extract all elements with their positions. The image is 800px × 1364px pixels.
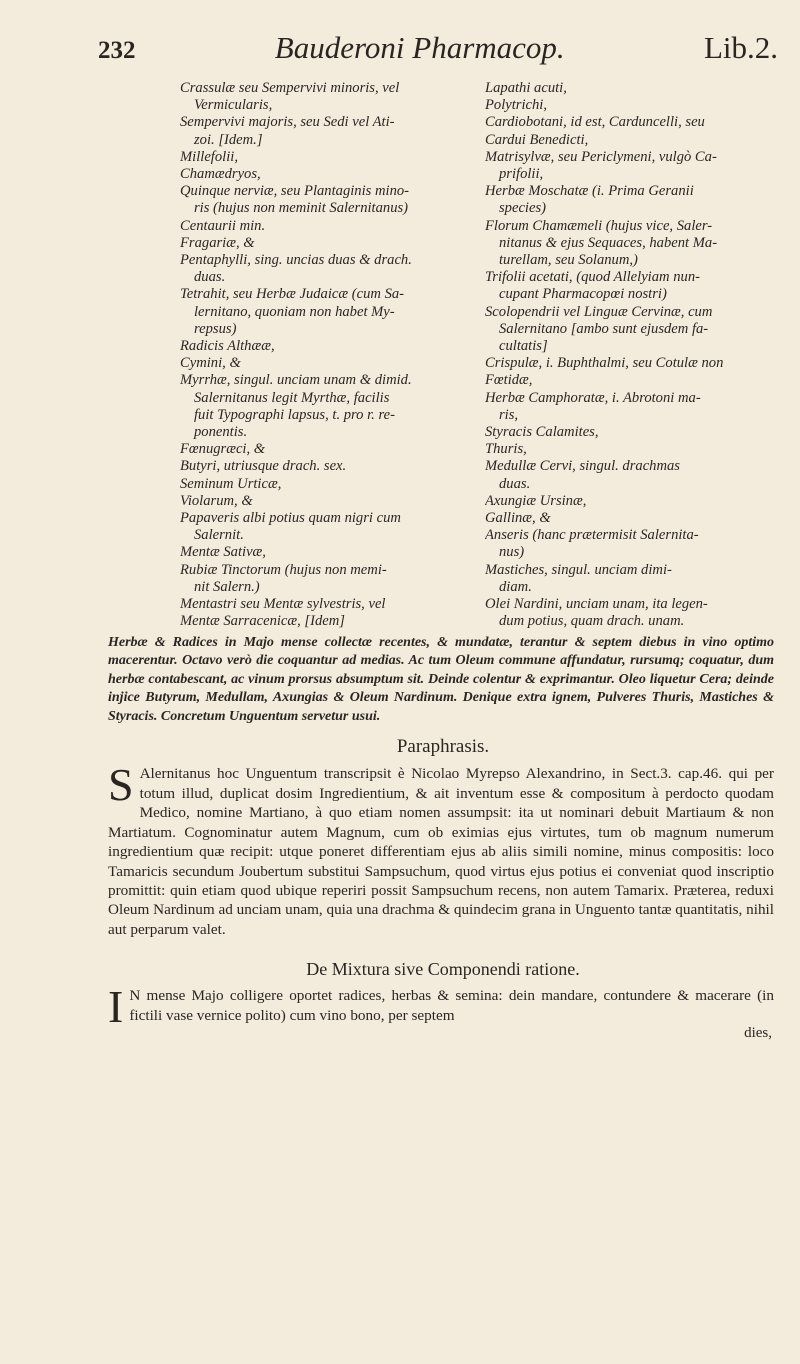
- ingredient-line: fuit Typographi lapsus, t. pro r. re-: [194, 406, 395, 423]
- paraphrasis-text: Alernitanus hoc Unguentum transcripsit è Nicolao Myrepso Alexandrino, in Sect.3. cap.46. qui per totum illud, duplicat dosim Ingredientium, & ait inventum esse & compositum à perdocto quodam Medico, nomine Martiano, à quo etiam nomen assumpsit: ita ut nominari debuit Martiaum & non Martiatum. Cognominatur autem Magnum, cum ob eximias ejus virtutes, tum ob magnum numerum ingredientium quæ recipit: utque poneret differentiam ejus ab aliis simili nomine, minus compositis: loco Tamaricis secundum Joubertum substitui Sampsuchum, quod virtus ejus potius ei conveniat quod inscriptio promittit: quin etiam quod ubique reperiri possit Sampsuchum recens, non autem Tamarix. Præterea, reduxi Oleum Nardinum ad unciam unam, quia una drachma & quindecim grana in Unguento tantæ quantitatis, nihil aut perparum valet.: [108, 765, 774, 938]
- ingredient-line: species): [499, 200, 547, 217]
- ingredient-line: Axungiæ Ursinæ,: [485, 492, 587, 509]
- ingredient-line: Papaveris albi potius quam nigri cum: [180, 510, 401, 527]
- ingredient-line: lernitano, quoniam non habet My-: [194, 303, 395, 320]
- ingredient-line: Radicis Althææ,: [180, 338, 275, 355]
- ingredient-line: Crispulæ, i. Buphthalmi, seu Cotulæ non: [485, 355, 724, 372]
- ingredient-line: Trifolii acetati, (quod Allelyiam nun-: [485, 269, 700, 286]
- ingredient-line: Mastiches, singul. unciam dimi-: [485, 561, 672, 578]
- ingredient-line: Lapathi acuti,: [485, 80, 567, 96]
- ingredient-line: nus): [499, 544, 525, 561]
- ingredient-line: Mentæ Sarracenicæ, [Idem]: [180, 613, 345, 630]
- ingredient-line: Chamædryos,: [180, 166, 261, 183]
- catchword: dies,: [744, 1024, 772, 1041]
- ingredient-line: diam.: [499, 578, 532, 595]
- ingredient-line: Salernitano [ambo sunt ejusdem fa-: [499, 320, 709, 337]
- ingredient-line: Rubiæ Tinctorum (hujus non memi-: [180, 561, 387, 578]
- ingredient-line: Scolopendrii vel Linguæ Cervinæ, cum: [485, 303, 713, 320]
- ingredient-line: Fœnugræci, &: [180, 441, 266, 458]
- ingredient-line: Matrisylvæ, seu Periclymeni, vulgò Ca-: [485, 148, 717, 165]
- ingredient-line: Seminum Urticæ,: [180, 475, 282, 492]
- ingredient-line: Florum Chamæmeli (hujus vice, Saler-: [485, 217, 713, 234]
- ingredient-line: Crassulæ seu Sempervivi minoris, vel: [180, 80, 400, 96]
- ingredient-line: cupant Pharmacopœi nostri): [499, 286, 667, 303]
- ingredient-line: Butyri, utriusque drach. sex.: [180, 458, 347, 475]
- ingredient-line: ponentis.: [194, 424, 248, 441]
- ingredient-line: Fragariæ, &: [180, 234, 255, 251]
- ingredient-line: prifolii,: [499, 166, 544, 183]
- ingredient-line: Mentastri seu Mentæ sylvestris, vel: [180, 596, 386, 613]
- ingredient-line: Herbæ Moschatæ (i. Prima Geranii: [485, 183, 694, 200]
- ingredient-line: Tetrahit, seu Herbæ Judaicæ (cum Sa-: [180, 286, 405, 303]
- ingredient-line: Medullæ Cervi, singul. drachmas: [485, 458, 680, 475]
- ingredient-line: turellam, seu Solanum,): [499, 252, 638, 269]
- ingredient-line: nit Salern.): [194, 578, 260, 595]
- ingredient-line: Sempervivi majoris, seu Sedi vel Ati-: [180, 114, 395, 131]
- running-header: [98, 30, 778, 76]
- ingredient-line: duas.: [194, 269, 226, 286]
- ingredient-line: nitanus & ejus Sequaces, habent Ma-: [499, 234, 718, 251]
- mixtura-text: N mense Majo colligere oportet radices, herbas & semina: dein mandare, contundere & macerare (in fictili vase vernice polito) cum vino bono, per septem: [129, 987, 774, 1024]
- ingredient-line: zoi. [Idem.]: [194, 131, 263, 148]
- ingredient-line: Violarum, &: [180, 492, 253, 509]
- left-ingredient-column: [180, 80, 473, 631]
- ingredient-line: Cardui Benedicti,: [485, 131, 589, 148]
- ingredient-line: Vermicularis,: [194, 97, 273, 114]
- recipe-instructions: Herbæ & Radices in Majo mense collectæ recentes, & mundatæ, terantur & septem diebus in vino optimo macerentur. Octavo verò die coquantur ad medias. Ac tum Oleum commune affundatur, rursumq; coquatur, dum herbæ contabescant, ac vinum prorsus absumptum sit. Deinde colentur & exprimantur. Oleo liquetur Cera; deinde injice Butyrum, Medullam, Axungias & Oleum Nardinum. Denique extra ignem, Pulveres Thuris, Mastiches & Styracis. Concretum Unguentum servetur usui.: [108, 634, 774, 724]
- book-number: Lib.2.: [703, 30, 778, 65]
- ingredient-line: Millefolii,: [180, 148, 238, 165]
- ingredient-line: repsus): [194, 320, 237, 337]
- ingredient-line: ris,: [499, 406, 519, 423]
- ingredient-line: Herbæ Camphoratæ, i. Abrotoni ma-: [485, 389, 701, 406]
- ingredient-line: Styracis Calamites,: [485, 424, 599, 441]
- drop-cap: I: [108, 981, 124, 1033]
- mixtura-heading: De Mixtura sive Componendi ratione.: [306, 959, 580, 980]
- ingredient-line: Salernit.: [194, 527, 244, 544]
- ingredient-line: Polytrichi,: [485, 97, 548, 114]
- ingredient-line: Thuris,: [485, 441, 527, 458]
- paraphrasis-heading: Paraphrasis.: [396, 736, 490, 758]
- ingredient-line: dum potius, quam drach. unam.: [499, 613, 685, 630]
- page-number: 232: [98, 37, 136, 64]
- ingredient-line: Pentaphylli, sing. uncias duas & drach.: [180, 252, 412, 269]
- ingredient-line: ris (hujus non meminit Salernitanus): [194, 200, 409, 217]
- ingredient-line: Salernitanus legit Myrthæ, facilis: [194, 389, 390, 406]
- drop-cap: S: [108, 759, 134, 811]
- ingredient-line: Centaurii min.: [180, 217, 266, 234]
- paraphrasis-paragraph: [108, 759, 774, 939]
- ingredient-line: Gallinæ, &: [485, 510, 551, 527]
- ingredient-line: Olei Nardini, unciam unam, ita legen-: [485, 596, 708, 613]
- ingredient-line: duas.: [499, 475, 531, 492]
- ingredient-line: Myrrhæ, singul. unciam unam & dimid.: [180, 372, 412, 389]
- ingredient-line: Anseris (hanc prætermisit Salernita-: [485, 527, 699, 544]
- right-ingredient-column: [485, 80, 778, 631]
- ingredient-line: Cymini, &: [180, 355, 241, 372]
- ingredient-line: Quinque nerviæ, seu Plantaginis mino-: [180, 183, 410, 200]
- ingredient-line: Mentæ Sativæ,: [180, 544, 266, 561]
- ingredient-line: cultatis]: [499, 338, 548, 355]
- running-title: Bauderoni Pharmacop.: [274, 30, 565, 65]
- ingredient-line: Fœtidæ,: [485, 372, 533, 389]
- ingredient-line: Cardiobotani, id est, Carduncelli, seu: [485, 114, 705, 131]
- ingredient-columns: [180, 80, 778, 631]
